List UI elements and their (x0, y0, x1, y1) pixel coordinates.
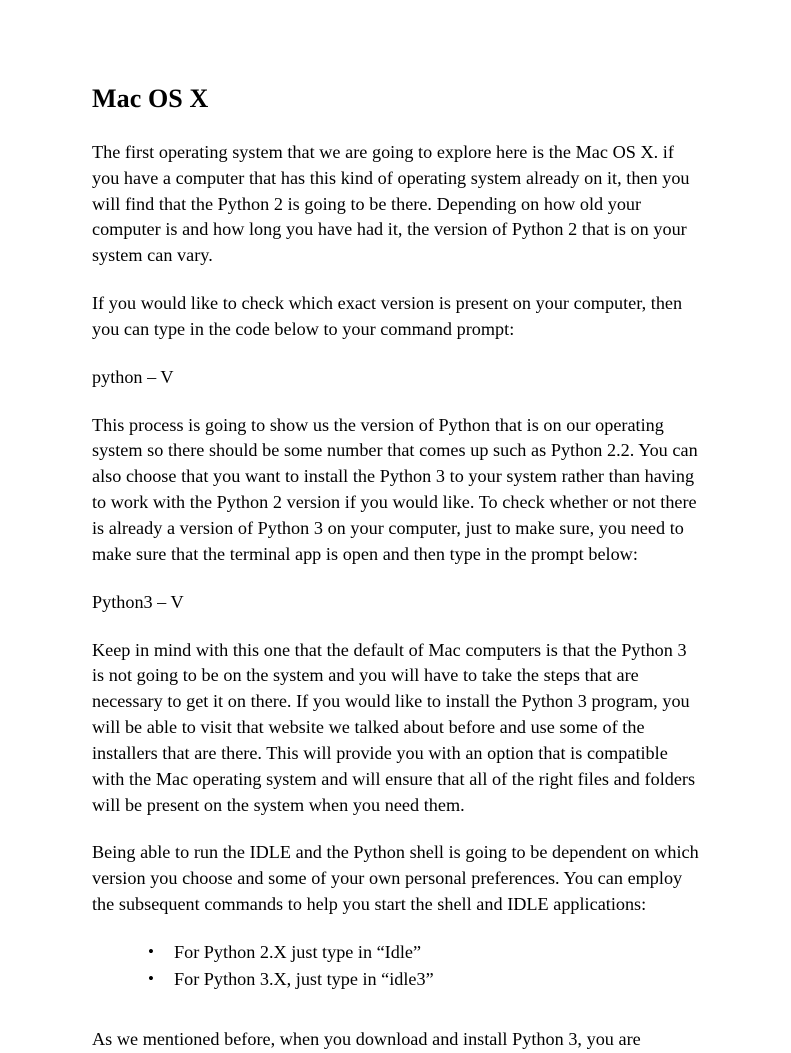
code-line-python3-version: Python3 – V (92, 591, 184, 612)
spacer (92, 1015, 699, 1027)
list-item (148, 967, 699, 993)
list-item (148, 940, 699, 966)
paragraph-3: This process is going to show us the version of Python that is on our operating system so there should be some number that comes up such as Python 2.2. You can also choose that you want to install the Python 3 to your system rather than having to work with the Python 2 version if you would like. To check whether or not there is already a version of Python 3 on your computer, just to make sure, you need to make sure that the terminal app is open and then type in the prompt below: (92, 414, 698, 564)
page-title: Mac OS X (92, 84, 209, 113)
paragraph-5: Being able to run the IDLE and the Python shell is going to be dependent on which version you choose and some of your own personal preferences. You can employ the subsequent commands to help you start the shell and IDLE applications: (92, 842, 699, 915)
code-line-python-version: python – V (92, 366, 174, 387)
paragraph-6: As we mentioned before, when you download and install Python 3, you are (92, 1028, 641, 1049)
bullet-list (92, 940, 699, 993)
paragraph-2: If you would like to check which exact version is present on your computer, then you can type in the code below to your command prompt: (92, 293, 683, 339)
bullet-icon: • (148, 941, 154, 961)
list-item-label: For Python 2.X just type in “Idle” (174, 941, 422, 962)
list-item-label: For Python 3.X, just type in “idle3” (174, 968, 434, 989)
paragraph-1: The first operating system that we are going to explore here is the Mac OS X. if you have a computer that has this kind of operating system already on it, then you will find that the Python 2 is going to be there. Depending on how old your computer is and how long you have had it, the version of Python 2 that is on your system can vary. (92, 141, 690, 266)
bullet-icon: • (148, 968, 154, 988)
paragraph-4: Keep in mind with this one that the default of Mac computers is that the Python 3 is not going to be on the system and you will have to take the steps that are necessary to get it on there. If you would like to install the Python 3 program, you will be able to visit that website we talked about before and use some of the installers that are there. This will provide you with an option that is compatible with the Mac operating system and will ensure that all of the right files and folders will be present on the system when you need them. (92, 639, 696, 815)
